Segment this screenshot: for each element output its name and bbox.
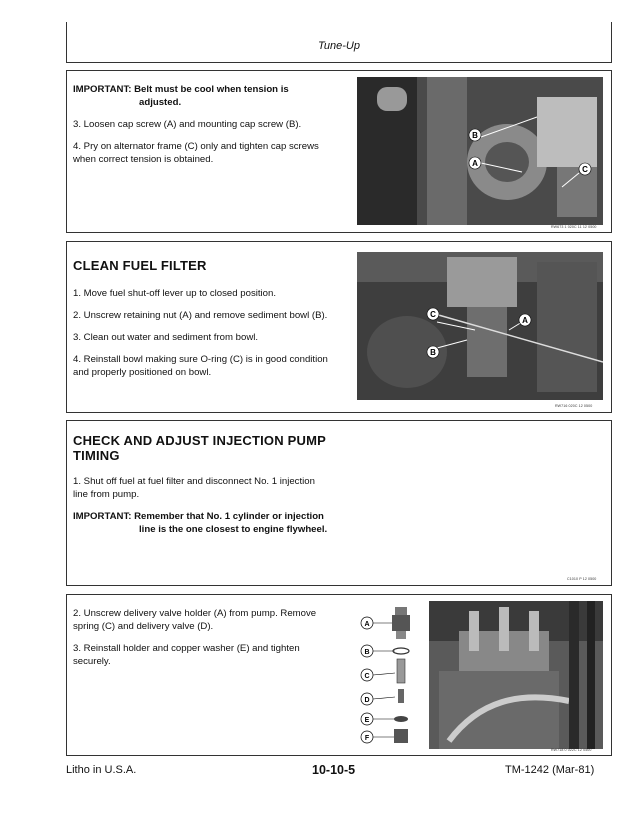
section-title: CLEAN FUEL FILTER (73, 258, 207, 273)
step-1: 1. Move fuel shut-off lever up to closed position. (73, 288, 277, 299)
step-2: 2. Unscrew delivery valve holder (A) from pump. Remove spring (C) and delivery valve (D). (73, 608, 317, 632)
important-label: IMPORTANT: (73, 84, 132, 95)
part-label-c: C (364, 673, 370, 680)
step-4: 4. Pry on alternator frame (C) only and tighten cap screws when correct tension is obtained. (73, 141, 319, 165)
fuel-filter-photo (357, 252, 603, 400)
step-1: 1. Shut off fuel at fuel filter and disconnect No. 1 injection line from pump. (73, 476, 315, 500)
section-injection-pump-timing (66, 420, 612, 586)
alternator-photo-graphic (357, 77, 603, 225)
step-2: 2. Unscrew retaining nut (A) and remove sediment bowl (B). (73, 310, 328, 321)
photo-label-c: C (582, 165, 588, 174)
parts-diagram (355, 601, 427, 749)
part-label-d: D (364, 697, 370, 704)
page-number: 10-10-5 (312, 763, 356, 777)
parts-diagram-graphic (355, 601, 427, 749)
section-title: CHECK AND ADJUST INJECTION PUMP TIMING (73, 433, 326, 463)
photo-label-a: A (522, 316, 528, 325)
injection-pump-photo (429, 601, 603, 749)
photo-label-b: B (430, 348, 436, 357)
page-header (66, 22, 612, 63)
footer-right: TM-1242 (Mar-81) (505, 764, 595, 776)
important-note (73, 83, 353, 109)
photo-label-c: C (430, 310, 436, 319)
part-label-e: E (364, 717, 370, 724)
footer-left: Litho in U.S.A. (66, 764, 137, 776)
important-text-2: line is the one closest to engine flywheel. (139, 524, 328, 535)
important-label: IMPORTANT: (73, 511, 132, 522)
part-label-a: A (364, 621, 370, 628)
photo-caption: RW718 0 022C 12 0500 (551, 748, 592, 752)
photo-caption: RW673 1 020C 11 12 0500 (551, 225, 597, 229)
photo-caption: RW716 020C 12 0500 (555, 404, 593, 408)
fuel-filter-photo-graphic (357, 252, 603, 400)
photo-label-a: A (472, 159, 478, 168)
section-belt-tension (66, 70, 612, 233)
injection-pump-photo-graphic (429, 601, 603, 749)
alternator-photo (357, 77, 603, 225)
header-title: Tune-Up (318, 40, 360, 52)
important-text: Remember that No. 1 cylinder or injection (134, 511, 324, 522)
section-delivery-valve (66, 594, 612, 756)
step-3: 3. Loosen cap screw (A) and mounting cap screw (B). (73, 119, 302, 130)
important-note (73, 510, 355, 536)
step-3: 3. Reinstall holder and copper washer (E) and tighten securely. (73, 643, 300, 667)
section-clean-fuel-filter (66, 241, 612, 413)
part-label-f: F (364, 735, 370, 742)
section-caption: C1010 P 12 0500 (567, 577, 597, 581)
important-text-2: adjusted. (139, 97, 182, 108)
important-text: Belt must be cool when tension is (134, 84, 289, 95)
step-4: 4. Reinstall bowl making sure O-ring (C) is in good condition and properly positioned on bowl. (73, 354, 328, 378)
photo-label-b: B (472, 131, 478, 140)
step-3: 3. Clean out water and sediment from bowl. (73, 332, 259, 343)
part-label-b: B (364, 649, 370, 656)
